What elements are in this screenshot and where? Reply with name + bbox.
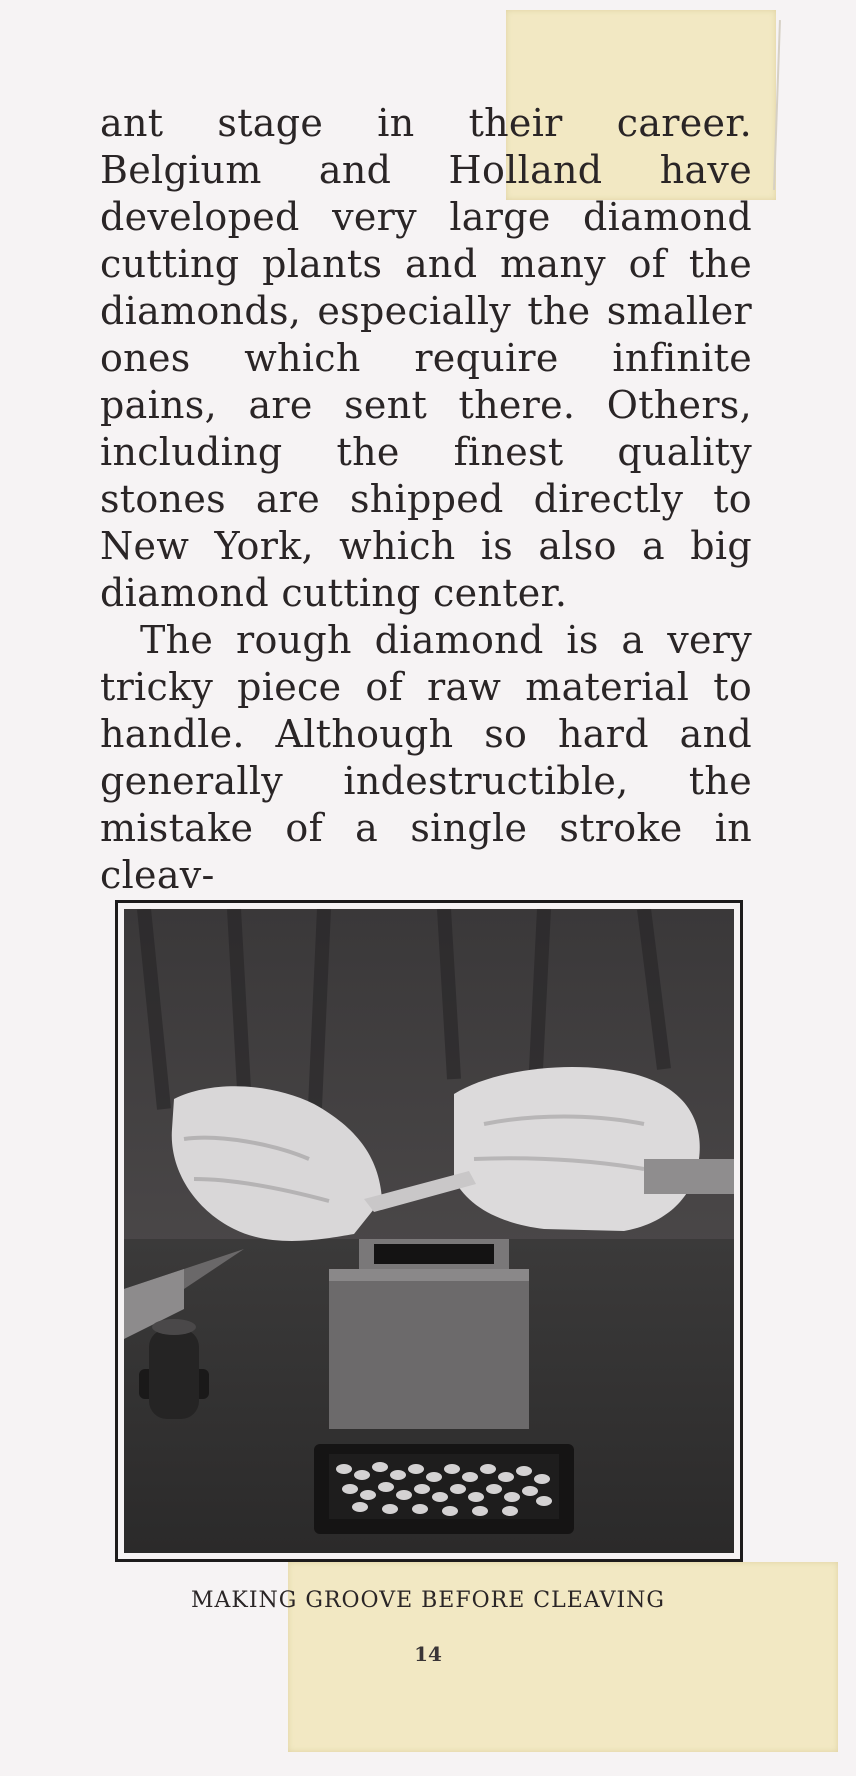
figure-caption: MAKING GROOVE BEFORE CLEAVING (191, 1588, 665, 1613)
paragraph-2: The rough diamond is a very tricky piece of raw material to handle. Although so hard and generally indestructible, the mistake of a single stroke in cleav- (100, 618, 752, 897)
paragraph-1: ant stage in their career. Belgium and Holland have developed very large diamond cutting plants and many of the diamonds, especially the smaller ones which require infinite pains, are sent there. Others, including the finest quality stones are shipped directly to New York, which is also a big diamond cutting center. (100, 101, 752, 615)
photograph-frame (115, 900, 743, 1562)
page-number: 14 (414, 1642, 442, 1666)
body-text (100, 100, 752, 899)
photograph-diamond-cutting (124, 909, 734, 1553)
